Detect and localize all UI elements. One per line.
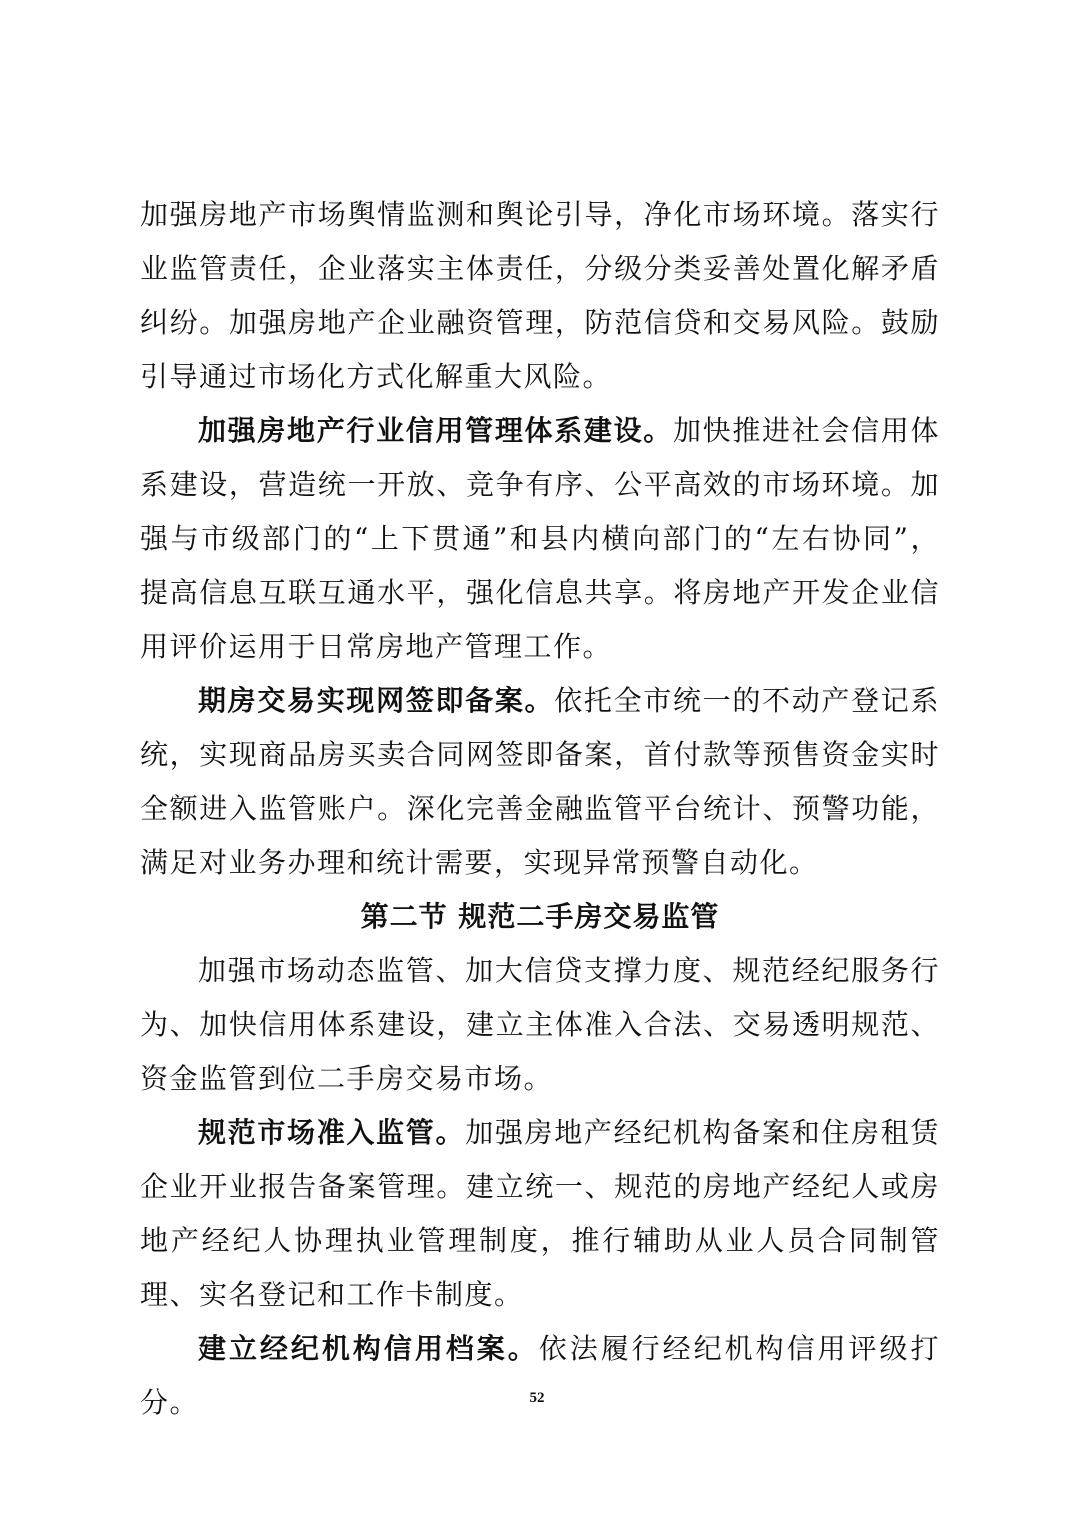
paragraph-text: 加快推进社会信用体系建设，营造统一开放、竞争有序、公平高效的市场环境。加强与市级部门的“上下贯通”和县内横向部门的“左右协同”，提高信息互联互通水平，强化信息共享。将房地产开发企业信用评价运用于日常房地产管理工作。 bbox=[140, 414, 940, 663]
page-number: 52 bbox=[529, 1390, 545, 1406]
paragraph-credit-system bbox=[140, 404, 940, 674]
paragraph-intro bbox=[140, 944, 940, 1106]
paragraph-text: 加强房地产经纪机构备案和住房租赁企业开业报告备案管理。建立统一、规范的房地产经纪人或房地产经纪人协理执业管理制度，推行辅助从业人员合同制管理、实名登记和工作卡制度。 bbox=[140, 1116, 940, 1311]
paragraph-text: 加强市场动态监管、加大信贷支撑力度、规范经纪服务行为、加快信用体系建设，建立主体准入合法、交易透明规范、资金监管到位二手房交易市场。 bbox=[140, 954, 940, 1095]
paragraph-lead: 建立经纪机构信用档案。 bbox=[198, 1332, 539, 1365]
page-body bbox=[140, 188, 940, 1430]
paragraph-lead: 期房交易实现网签即备案。 bbox=[198, 684, 555, 717]
paragraph-credit-archive bbox=[140, 1322, 940, 1430]
paragraph-lead: 规范市场准入监管。 bbox=[198, 1116, 466, 1149]
paragraph-text: 加强房地产市场舆情监测和舆论引导，净化市场环境。落实行业监管责任，企业落实主体责任，分级分类妥善处置化解矛盾纠纷。加强房地产企业融资管理，防范信贷和交易风险。鼓励引导通过市场化方式化解重大风险。 bbox=[140, 198, 940, 393]
section-heading: 第二节 规范二手房交易监管 bbox=[360, 900, 720, 933]
paragraph-continued bbox=[140, 188, 940, 404]
paragraph-presale-filing bbox=[140, 674, 940, 890]
paragraph-text: 依法履行经纪机构信用评级打分。 bbox=[140, 1332, 940, 1419]
paragraph-text: 依托全市统一的不动产登记系统，实现商品房买卖合同网签即备案，首付款等预售资金实时全额进入监管账户。深化完善金融监管平台统计、预警功能，满足对业务办理和统计需要，实现异常预警自动化。 bbox=[140, 684, 940, 879]
paragraph-lead: 加强房地产行业信用管理体系建设。 bbox=[198, 414, 673, 447]
paragraph-market-access bbox=[140, 1106, 940, 1322]
